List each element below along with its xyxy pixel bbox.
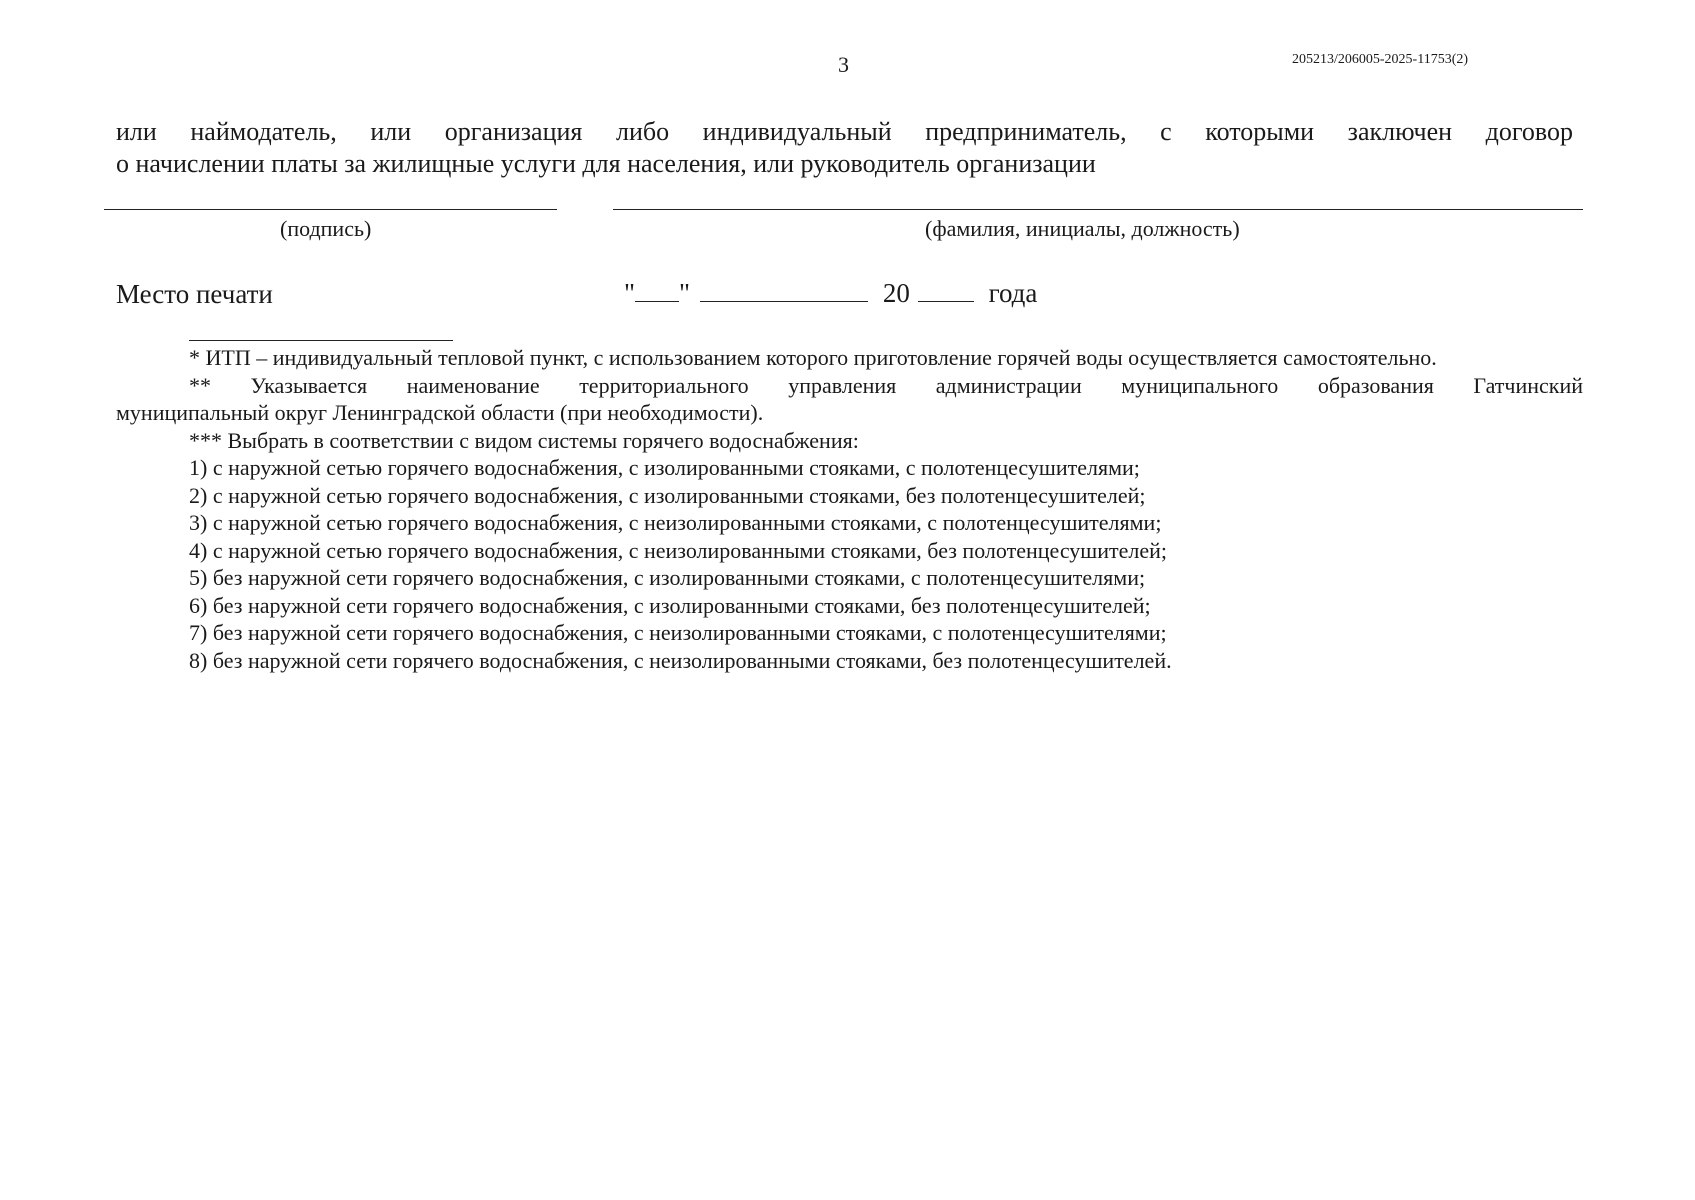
signature-blank-line	[104, 209, 557, 210]
day-blank	[635, 277, 679, 302]
list-item: 1) с наружной сетью горячего водоснабжения, с изолированными стояками, с полотенцесушителями;	[189, 455, 1140, 480]
signatory-description	[116, 116, 1573, 180]
document-code: 205213/206005-2025-11753(2)	[1292, 52, 1469, 67]
list-item: 8) без наружной сети горячего водоснабжения, с неизолированными стояками, без полотенцесушителей.	[189, 647, 1172, 673]
stamp-place-label: Место печати	[116, 279, 273, 309]
signatory-description-line-2: о начислении платы за жилищные услуги для населения, или руководитель организации	[116, 149, 1096, 178]
signature-caption: (подпись)	[280, 216, 372, 241]
page-number: 3	[838, 52, 849, 77]
year-blank	[918, 277, 974, 302]
name-position-blank-line	[613, 209, 1583, 210]
list-item: 7) без наружной сети горячего водоснабжения, с неизолированными стояками, с полотенцесушителями;	[189, 620, 1167, 645]
footnote-territorial-line-1: ** Указывается наименование территориального управления администрации муниципального образования Гатчинский	[189, 372, 1583, 398]
list-item: 3) с наружной сетью горячего водоснабжения, с неизолированными стояками, с полотенцесушителями;	[189, 510, 1162, 535]
list-item: 5) без наружной сети горячего водоснабжения, с изолированными стояками, с полотенцесушителями;	[189, 565, 1146, 590]
footnote-itp: * ИТП – индивидуальный тепловой пункт, с использованием которого приготовление горячей воды осуществляется самостоятельно.	[189, 345, 1437, 370]
year-suffix: года	[988, 278, 1038, 308]
list-item: 6) без наружной сети горячего водоснабжения, с изолированными стояками, без полотенцесушителей;	[189, 592, 1151, 618]
list-item: 4) с наружной сетью горячего водоснабжения, с неизолированными стояками, без полотенцесушителей;	[189, 537, 1168, 563]
date-quote-open: "	[624, 278, 636, 308]
list-item: 2) с наружной сетью горячего водоснабжения, с изолированными стояками, без полотенцесушителей;	[189, 482, 1146, 508]
date-field	[624, 277, 1037, 309]
footnote-choose-system: *** Выбрать в соответствии с видом системы горячего водоснабжения:	[189, 427, 859, 453]
signatory-description-line-1: или наймодатель, или организация либо индивидуальный предприниматель, с которыми заключен договор	[116, 117, 1573, 146]
footnote-territorial-line-2: муниципальный округ Ленинградской области (при необходимости).	[116, 400, 764, 425]
month-blank	[700, 277, 868, 302]
date-quote-close: "	[679, 278, 691, 308]
footnote-separator	[189, 340, 453, 341]
year-century: 20	[882, 278, 910, 308]
footnotes	[116, 344, 1583, 674]
name-position-caption: (фамилия, инициалы, должность)	[925, 216, 1240, 241]
